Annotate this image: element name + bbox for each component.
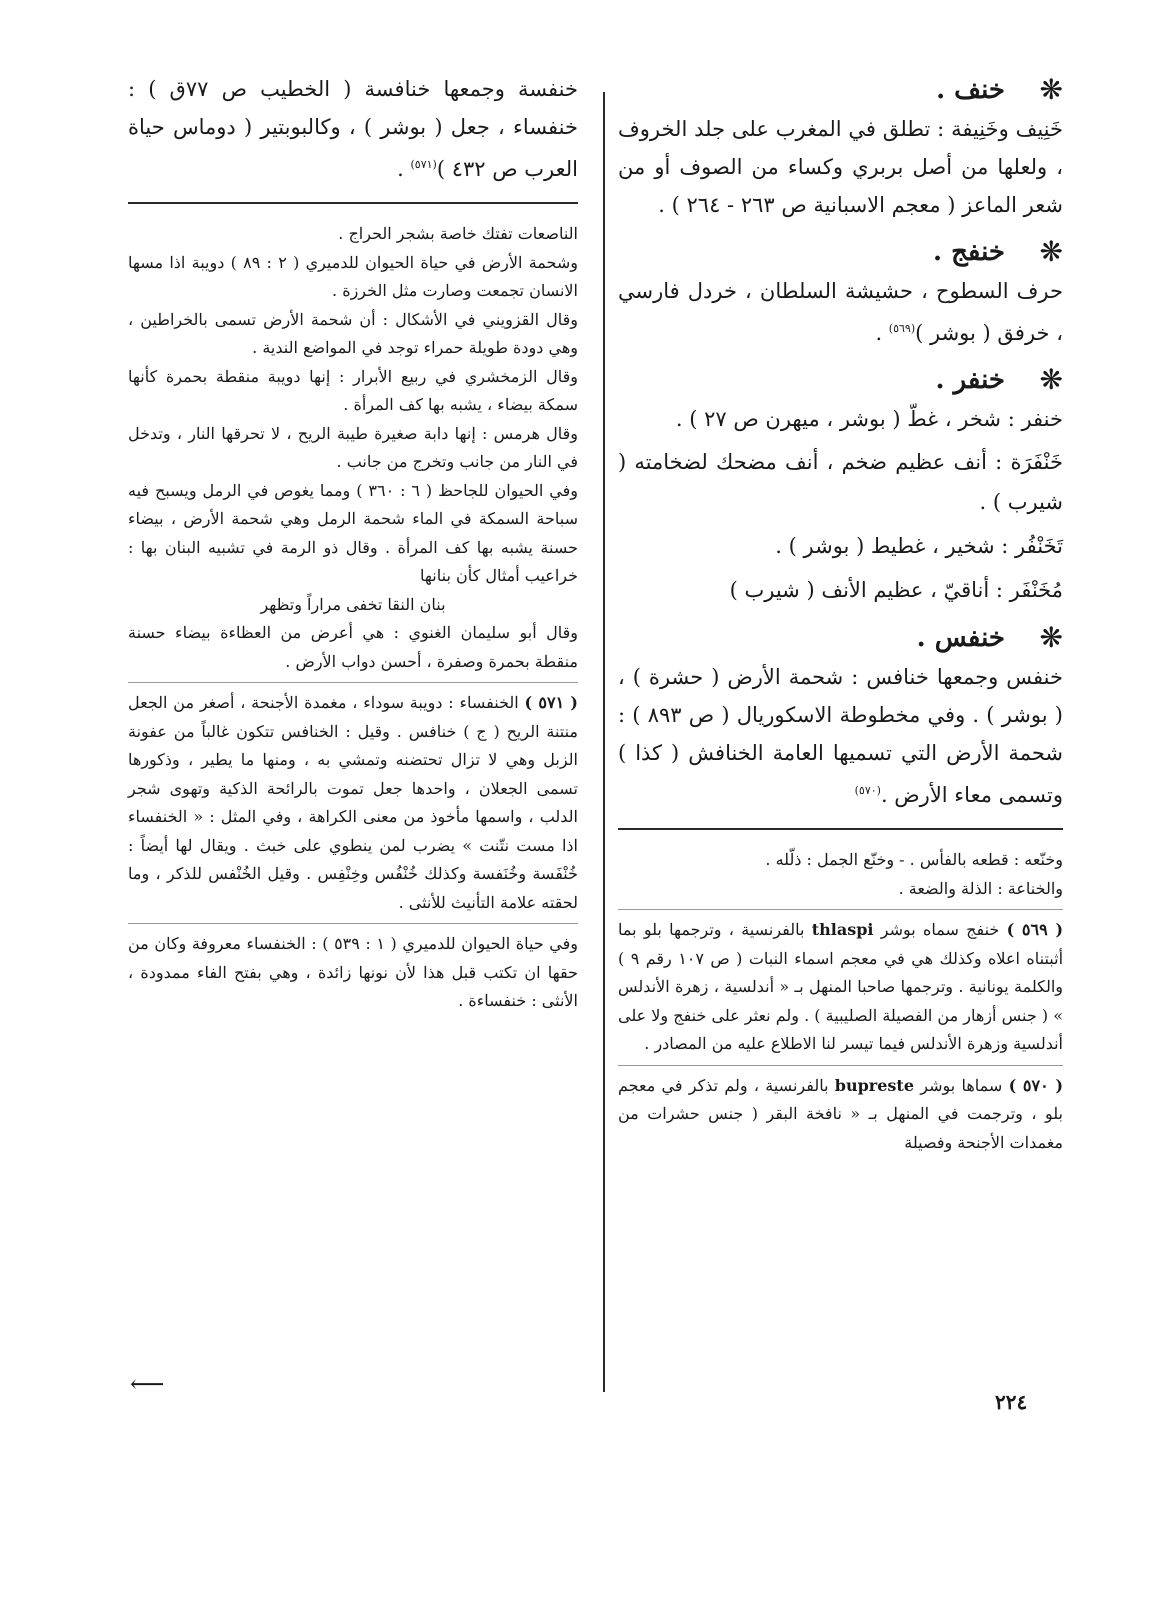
entry-sub: مُخَنْفَر : أناقيّ ، عظيم الأنف ( شيرب ) [729, 578, 1063, 602]
entry-headword: ❋ خنفر . [618, 360, 1063, 400]
footnote-separator [128, 682, 578, 683]
entry-headword: ❋ خنفج . [618, 232, 1063, 272]
footnote-569: ( ٥٦٩ ) خنفج سماه بوشر thlaspi بالفرنسية ، وترجمها بلو بما أثبتناه اعلاه وكذلك هي في معجم اسماء النبات ( ص ١٠٧ رقم ٩ ) والكلمة يونانية . وترجمها صاحبا المنهل بـ « أندلسية ، زهرة الأندلس » ( جنس أزهار من الفصيلة الصليبية ) . ولم نعثر على خنفج ولا على أندلسية وزهرة الأندلس فيما تيسر لنا الاطلاع عليه من المصادر . [618, 920, 1064, 1053]
entry-khanfas [618, 618, 1063, 814]
footnote-separator [618, 909, 1063, 910]
continued-arrow-icon: ⟵ [130, 1370, 165, 1398]
asterisk-icon: ❋ [1039, 621, 1063, 654]
footnote-separator [618, 1065, 1063, 1066]
footnote-continuation: وشحمة الأرض في حياة الحيوان للدميري ( ٢ : ٨٩ ) دويبة اذا مسها الانسان تجمعت وصارت مثل الخرزة . [128, 252, 579, 300]
footnote-tail: وفي حياة الحيوان للدميري ( ١ : ٥٣٩ ) : الخنفساء معروفة وكان من حقها ان تكتب قبل هذا لأن نونها زائدة ، وهي بفتح الفاء ممدودة ، الأنثى : خنفساءة . [128, 934, 579, 1010]
poem-line: بنان النقا تخفى مراراً وتظهر [260, 594, 446, 614]
entry-body: حرف السطوح ، حشيشة السلطان ، خردل فارسي ، خرفق ( بوشر )$^{(٥٦٩)}$ . [618, 279, 1063, 345]
page-number: ٢٢٤ [995, 1390, 1028, 1414]
footnotes [618, 846, 1063, 1157]
footnote-continuation: وقال القزويني في الأشكال : أن شحمة الأرض تسمى بالخراطين ، وهي دودة طويلة حمراء توجد في المواضع الندية . [128, 309, 578, 357]
footnote-continuation: وقال هرمس : إنها دابة صغيرة طيبة الريح ، لا تحرقها النار ، وتدخل في النار من جانب وتخرج من جانب . [128, 423, 579, 471]
footnote-continuation: الناصعات تفتك خاصة بشجر الحراج . [338, 224, 578, 243]
footnote-570: ( ٥٧٠ ) سماها بوشر bupreste بالفرنسية ، ولم تذكر في معجم بلو ، وترجمت في المنهل بـ « نافخة البقر ( جنس حشرات من مغمدات الأجنحة وفصيلة [618, 1075, 1064, 1152]
footnote-continuation: والخناعة : الذلة والضعة . [898, 878, 1063, 898]
entry-khanfaj [618, 232, 1063, 352]
footnotes [128, 220, 578, 1016]
footnote-rule [618, 828, 1063, 830]
footnote-rule [128, 202, 578, 204]
footnote-571: ( ٥٧١ ) الخنفساء : دويبة سوداء ، مغمدة الأجنحة ، أصغر من الجعل منتنة الريح ( ج ) خنافس . وقيل : الخنافس تتكون غالباً من عفونة الزبل وهي لا تزال تحتضنه وتمشي به ، ومنها ما يطير ، وذكورها تسمى الجعلان ، واحدها جعل تموت بالرائحة الذكية وتهوى شجر الدلب ، واسمها مأخوذ من معنى الكراهة ، وفي المثل : « الخنفساء اذا مست نتّنت » يضرب لمن ينطوي على خبث . ويقال لها أيضاً : خُنْفَسة وخُنَفسة وكذلك خُنْفُس وخِنْفِس . وقيل الخُنْفس للذكر ، وما لحقته علامة التأنيث للأنثى . [128, 693, 579, 912]
footnote-ref: (٥٦٩) [888, 322, 916, 335]
entry-sub: خَنْفَرَة : أنف عظيم ضخم ، أنف مضحك لضخامته ( شيرب ) . [618, 450, 1063, 514]
entry-khanfar [618, 360, 1063, 610]
entry-headword: ❋ خنفس . [618, 618, 1063, 658]
asterisk-icon: ❋ [1039, 363, 1063, 396]
left-column [128, 70, 578, 1016]
column-divider [603, 92, 605, 1392]
entry-body-continued: خنفسة وجمعها خنافسة ( الخطيب ص ٧٧ق ) : خنفساء ، جعل ( بوشر ) ، وكالبوبتير ( دوماس حياة العرب ص ٤٣٢ )$^{(٥٧١)}$ . [128, 77, 578, 181]
entry-sub: تَخَنْفُر : شخير ، غطيط ( بوشر ) . [775, 534, 1063, 558]
footnote-separator [128, 923, 578, 924]
footnote-continuation: وخنّعه : قطعه بالفأس . - وخنّع الجمل : ذلّله . [765, 850, 1063, 869]
right-column [618, 70, 1063, 1157]
footnote-continuation: وقال الزمخشري في ربيع الأبرار : إنها دويبة منقطة بحمرة كأنها سمكة بيضاء ، يشبه بها كف المرأة . [128, 366, 578, 414]
entry-body: خنفر : شخر ، غطّ ( بوشر ، ميهرن ص ٢٧ ) . [675, 407, 1063, 431]
asterisk-icon: ❋ [1039, 235, 1063, 268]
footnote-continuation: وفي الحيوان للجاحظ ( ٦ : ٣٦٠ ) ومما يغوص في الرمل ويسبح فيه سباحة السمكة في الماء شحمة الرمل وهي شحمة الأرض ، بيضاء حسنة يشبه بها كف المرأة . وقال ذو الرمة في تشبيه البنان بها : خراعيب أمثال كأن بنانها [128, 480, 579, 585]
footnote-continuation: وقال أبو سليمان الغنوي : هي أعرض من العظاءة بيضاء حسنة منقطة بحمرة وصفرة ، أحسن دواب الأرض . [128, 623, 578, 671]
entry-body: خَنِيف وخَنِيفة : تطلق في المغرب على جلد الخروف ، ولعلها من أصل بربري وكساء من الصوف أو من شعر الماعز ( معجم الاسبانية ص ٢٦٣ - ٢٦٤ ) . [618, 117, 1063, 217]
entry-body: خنفس وجمعها خنافس : شحمة الأرض ( حشرة ) ، ( بوشر ) . وفي مخطوطة الاسكوريال ( ص ٨٩٣ ) : شحمة الأرض التي تسميها العامة الخنافش ( كذا ) وتسمى معاء الأرض .$^{(٥٧٠)}$ [618, 665, 1063, 807]
footnote-ref: (٥٧٠) [854, 784, 881, 797]
entry-khanaf [618, 70, 1063, 224]
entry-headword: ❋ خنف . [618, 70, 1063, 110]
asterisk-icon: ❋ [1039, 73, 1063, 106]
footnote-ref: (٥٧١) [410, 158, 437, 171]
